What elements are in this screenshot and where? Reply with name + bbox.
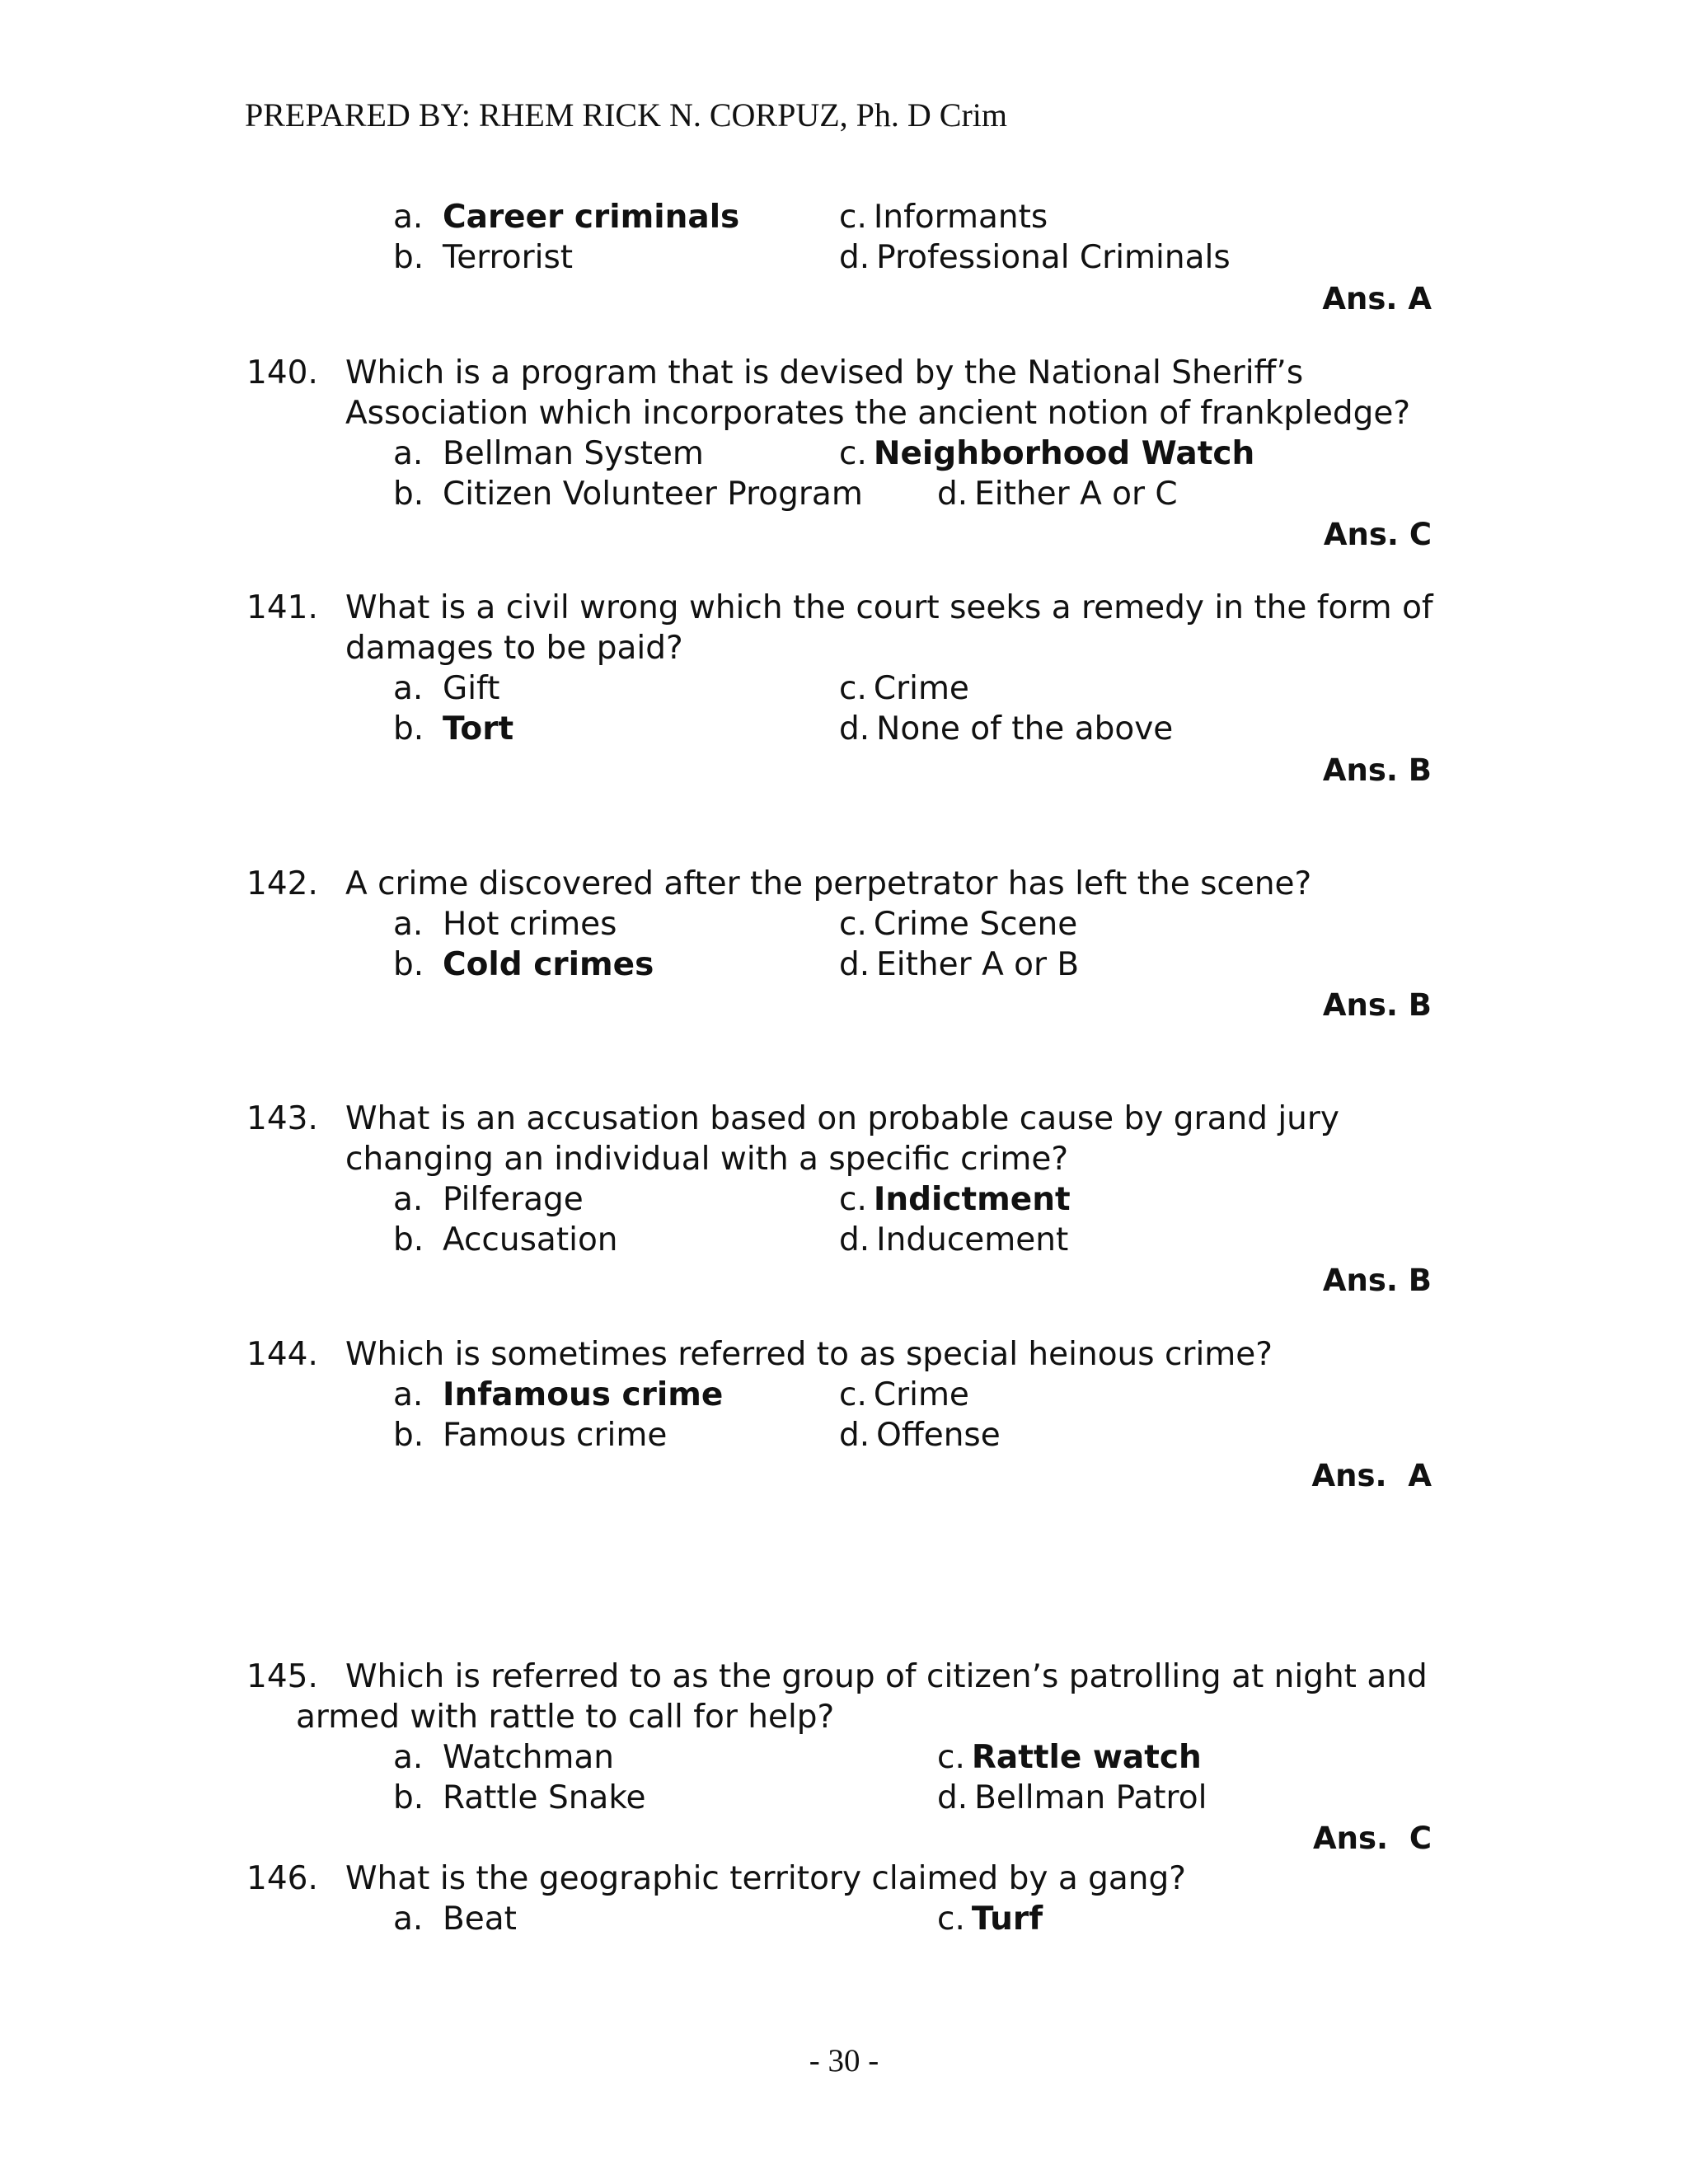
page-header: PREPARED BY: RHEM RICK N. CORPUZ, Ph. D Crim (245, 96, 1008, 134)
option-letter: b. (393, 1221, 424, 1258)
option-text: Career criminals (443, 199, 740, 236)
q140-answer: Ans. C (1323, 517, 1432, 552)
q139-answer: Ans. A (1322, 281, 1432, 316)
option-letter: a. (393, 1376, 424, 1413)
option-text: Beat (443, 1900, 517, 1938)
q141-option-d (839, 710, 1173, 749)
q140-number: 140. (246, 354, 318, 391)
option-text: Terrorist (443, 239, 574, 276)
option-text: Rattle watch (971, 1739, 1202, 1776)
q140-question-line-1: Which is a program that is devised by the National Sheriff’s (345, 354, 1304, 391)
q141-option-c (839, 669, 969, 709)
option-text: Offense (876, 1417, 1001, 1454)
option-letter: c. (937, 1900, 965, 1938)
q146-number: 146. (246, 1860, 318, 1897)
q143-question-line-1: What is an accusation based on probable cause by grand jury (345, 1100, 1340, 1137)
q144-option-d (839, 1416, 1001, 1455)
option-text: Bellman System (443, 435, 704, 472)
q141-number: 141. (246, 589, 318, 626)
option-text: Cold crimes (443, 946, 654, 983)
q141-question-line-2: damages to be paid? (345, 630, 683, 667)
option-letter: a. (393, 435, 424, 472)
option-letter: c. (839, 906, 867, 943)
q144-option-b (393, 1416, 667, 1455)
option-text: Infamous crime (443, 1376, 724, 1413)
option-letter: c. (839, 1376, 867, 1413)
q145-option-c (937, 1738, 1202, 1778)
q145-option-b (393, 1779, 646, 1818)
q143-question-line-2: changing an individual with a specific crime? (345, 1141, 1069, 1178)
option-text: Watchman (443, 1739, 615, 1776)
option-text: Either A or C (974, 476, 1178, 513)
q141-option-a (393, 669, 499, 709)
option-letter: c. (839, 435, 867, 472)
option-text: Professional Criminals (876, 239, 1231, 276)
option-text: Indictment (873, 1181, 1071, 1218)
option-text: Neighborhood Watch (873, 435, 1255, 472)
option-text: Turf (971, 1900, 1043, 1938)
q145-question-line-1: Which is referred to as the group of citizen’s patrolling at night and (345, 1658, 1428, 1695)
q145-answer: Ans. C (1313, 1821, 1432, 1856)
q139-option-a (393, 198, 739, 237)
q143-option-b (393, 1221, 618, 1260)
q144-option-c (839, 1376, 969, 1415)
option-letter: d. (937, 1779, 968, 1816)
option-text: Bellman Patrol (974, 1779, 1207, 1816)
option-letter: a. (393, 1739, 424, 1776)
option-letter: d. (839, 239, 870, 276)
q142-option-a (393, 905, 617, 944)
option-letter: a. (393, 1181, 424, 1218)
option-text: Crime (873, 1376, 969, 1413)
q143-number: 143. (246, 1100, 318, 1137)
option-text: Either A or B (876, 946, 1080, 983)
option-text: Crime Scene (873, 906, 1078, 943)
option-text: Gift (443, 670, 500, 707)
q141-question-line-1: What is a civil wrong which the court seeks a remedy in the form of (345, 589, 1433, 626)
option-text: Pilferage (443, 1181, 584, 1218)
option-text: Rattle Snake (443, 1779, 646, 1816)
q142-option-b (393, 945, 654, 985)
option-letter: b. (393, 1779, 424, 1816)
option-letter: d. (839, 1221, 870, 1258)
option-letter: c. (839, 670, 867, 707)
option-text: Famous crime (443, 1417, 668, 1454)
q142-question-line-1: A crime discovered after the perpetrator has left the scene? (345, 865, 1312, 902)
option-text: Hot crimes (443, 906, 617, 943)
q140-option-a (393, 434, 704, 474)
option-letter: c. (839, 1181, 867, 1218)
q144-option-a (393, 1376, 723, 1415)
q145-number: 145. (246, 1658, 318, 1695)
option-text: Informants (873, 199, 1048, 236)
q145-option-d (937, 1779, 1207, 1818)
option-letter: d. (839, 1417, 870, 1454)
option-letter: b. (393, 476, 424, 513)
q142-answer: Ans. B (1322, 987, 1432, 1023)
option-letter: b. (393, 1417, 424, 1454)
option-letter: a. (393, 670, 424, 707)
option-letter: b. (393, 710, 424, 748)
q142-option-c (839, 905, 1077, 944)
option-letter: b. (393, 946, 424, 983)
q140-option-c (839, 434, 1254, 474)
q146-question-line-1: What is the geographic territory claimed by a gang? (345, 1860, 1186, 1897)
option-text: Inducement (876, 1221, 1069, 1258)
q142-number: 142. (246, 865, 318, 902)
option-text: Crime (873, 670, 969, 707)
q144-number: 144. (246, 1336, 318, 1373)
option-letter: c. (839, 199, 867, 236)
q141-answer: Ans. B (1322, 752, 1432, 788)
q145-question-line-2: armed with rattle to call for help? (296, 1699, 835, 1736)
q143-option-d (839, 1221, 1068, 1260)
option-text: Tort (443, 710, 514, 748)
q140-option-b (393, 475, 863, 514)
q143-answer: Ans. B (1322, 1263, 1432, 1298)
q139-option-d (839, 238, 1231, 278)
option-letter: d. (839, 946, 870, 983)
option-text: Accusation (443, 1221, 618, 1258)
q146-option-c (937, 1900, 1043, 1939)
page-number: - 30 - (809, 2043, 879, 2079)
q140-question-line-2: Association which incorporates the ancient notion of frankpledge? (345, 395, 1411, 432)
option-letter: a. (393, 1900, 424, 1938)
q139-option-c (839, 198, 1048, 237)
q144-answer: Ans. A (1311, 1458, 1432, 1493)
option-letter: a. (393, 906, 424, 943)
option-letter: d. (839, 710, 870, 748)
q143-option-a (393, 1180, 584, 1220)
q143-option-c (839, 1180, 1071, 1220)
option-letter: a. (393, 199, 424, 236)
q139-option-b (393, 238, 573, 278)
q142-option-d (839, 945, 1079, 985)
option-text: None of the above (876, 710, 1174, 748)
option-letter: b. (393, 239, 424, 276)
option-letter: d. (937, 476, 968, 513)
q144-question-line-1: Which is sometimes referred to as special heinous crime? (345, 1336, 1273, 1373)
option-text: Citizen Volunteer Program (443, 476, 863, 513)
q145-option-a (393, 1738, 614, 1778)
q141-option-b (393, 710, 513, 749)
q140-option-d (937, 475, 1178, 514)
option-letter: c. (937, 1739, 965, 1776)
q146-option-a (393, 1900, 517, 1939)
